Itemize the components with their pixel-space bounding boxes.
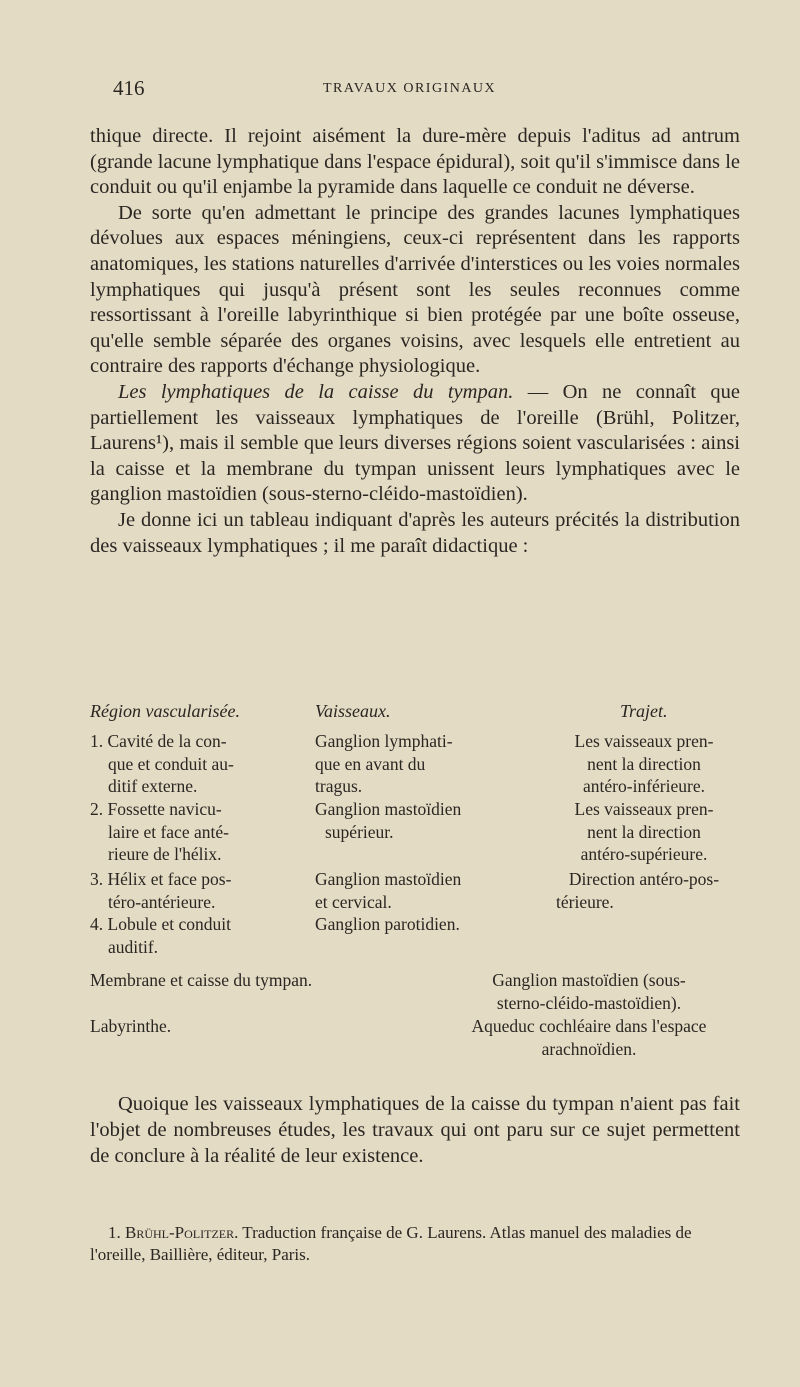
membrane-label: Membrane et caisse du tympan. bbox=[90, 970, 313, 990]
paragraph-4: Je donne ici un tableau indiquant d'après les auteurs précités la distribution des vaisseaux lymphatiques ; il me paraît didactique : bbox=[90, 508, 740, 557]
paragraph-3-text: — On ne connaît que partiellement les vaisseaux lymphatiques de l'oreille (Brühl, Politzer, Laurens¹), mais il semble que leurs diverses régions soient vascularisées : ainsi la caisse et la membrane du tympan unissent leurs lymphatiques avec le ganglion mastoïdien (sous-sterno-cléido-mastoïdien). bbox=[90, 380, 740, 506]
main-text bbox=[90, 124, 740, 559]
footnote bbox=[90, 1222, 740, 1266]
footnote-body: Traduction française de G. Laurens. Atlas manuel des maladies de l'oreille, Baillière, éditeur, Paris. bbox=[90, 1223, 692, 1264]
page-number: 416 bbox=[113, 76, 145, 100]
labyrinth-path: Aqueduc cochléaire dans l'espace arachnoïdien. bbox=[471, 1016, 707, 1059]
membrane-row bbox=[90, 969, 750, 1015]
table-header bbox=[90, 700, 750, 730]
header-region: Région vascularisée. bbox=[90, 701, 240, 721]
paragraph-1: thique directe. Il rejoint aisément la dure-mère depuis l'aditus ad antrum (grande lacune lymphatique dans l'espace épidural), soit qu'il s'immisce dans le conduit ou qu'il enjambe la pyramide dans laquelle ce conduit ne déverse. bbox=[90, 125, 740, 199]
labyrinth-row bbox=[90, 1015, 750, 1061]
path-cell: Direction antéro-pos- térieure. bbox=[556, 869, 720, 912]
page-header bbox=[113, 76, 741, 104]
region-cell: 3. Hélix et face pos- téro-antérieure. bbox=[90, 869, 232, 912]
region-cell: 4. Lobule et conduit auditif. bbox=[90, 914, 231, 957]
lymphatic-table bbox=[90, 700, 750, 1061]
paragraph-5: Quoique les vaisseaux lymphatiques de la caisse du tympan n'aient pas fait l'objet de nombreuses études, les travaux qui ont paru sur ce sujet permettent de conclure à la réalité de leur existence. bbox=[90, 1093, 740, 1167]
table-row bbox=[90, 913, 750, 969]
vessel-cell: Ganglion mastoïdien et cervical. bbox=[315, 869, 462, 912]
header-path: Trajet. bbox=[620, 701, 668, 721]
region-cell: 2. Fossette navicu- laire et face anté- rieure de l'hélix. bbox=[90, 799, 229, 865]
membrane-path: Ganglion mastoïdien (sous- sterno-cléido-mastoïdien). bbox=[492, 970, 686, 1013]
footnote-authors: Brühl-Politzer. bbox=[125, 1223, 239, 1242]
table-row bbox=[90, 868, 750, 913]
region-cell: 1. Cavité de la con- que et conduit au- ditif externe. bbox=[90, 731, 234, 797]
paragraph-3 bbox=[90, 380, 740, 508]
path-cell: Les vaisseaux pren- nent la direction antéro-inférieure. bbox=[574, 731, 714, 797]
concluding-text bbox=[90, 1092, 740, 1169]
footnote-text bbox=[90, 1222, 740, 1266]
table-row bbox=[90, 730, 750, 798]
vessel-cell: Ganglion lymphati- que en avant du tragus. bbox=[315, 731, 453, 797]
running-title: TRAVAUX ORIGINAUX bbox=[323, 81, 497, 96]
labyrinth-label: Labyrinthe. bbox=[90, 1016, 172, 1036]
path-cell: Les vaisseaux pren- nent la direction antéro-supérieure. bbox=[574, 799, 714, 865]
table-row bbox=[90, 798, 750, 868]
vessel-cell: Ganglion parotidien. bbox=[315, 914, 460, 934]
footnote-number: 1. bbox=[108, 1223, 121, 1242]
paragraph-2: De sorte qu'en admettant le principe des grandes lacunes lymphatiques dévolues aux espaces méningiens, ceux-ci représentent dans les rapports anatomiques, les stations naturelles d'arrivée d'interstices ou les voies normales lymphatiques qui jusqu'à présent sont les seules reconnues comme ressortissant à l'oreille labyrinthique si bien protégée par une boîte osseuse, qu'elle semble séparée des organes voisins, avec lesquels elle entretient au contraire des rapports d'échange physiologique. bbox=[90, 201, 740, 378]
vessel-cell: Ganglion mastoïdien supérieur. bbox=[315, 799, 462, 842]
header-vessels: Vaisseaux. bbox=[315, 701, 391, 721]
section-title: Les lymphatiques de la caisse du tympan. bbox=[118, 380, 514, 403]
